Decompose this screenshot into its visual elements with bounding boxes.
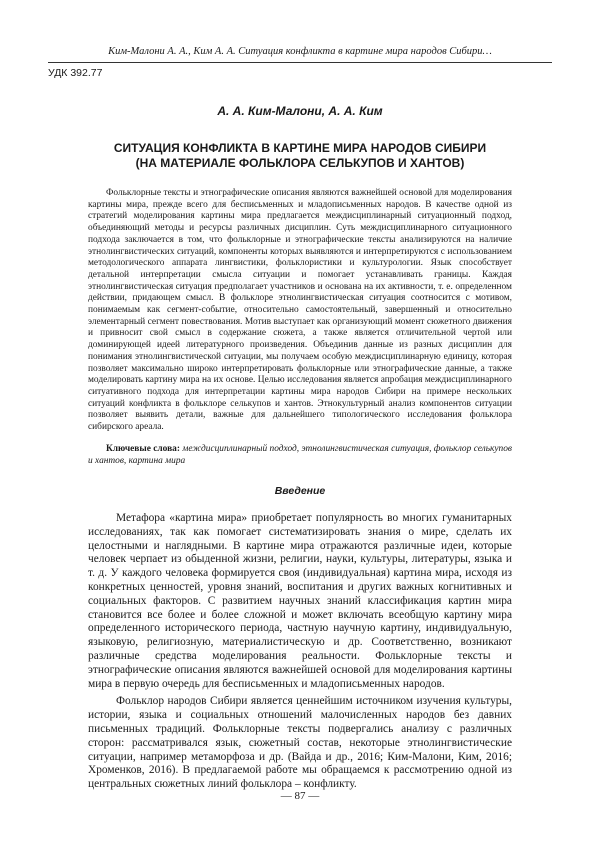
udk-code: УДК 392.77 bbox=[48, 67, 103, 79]
article-title bbox=[48, 141, 552, 171]
page-number: — 87 — bbox=[280, 790, 320, 802]
paragraph-1: Метафора «картина мира» приобретает популярность во многих гуманитарных исследованиях, так как помогает систематизировать знания о мире, сделать их целостными и наглядными. В картине мира отражаются различные идеи, которые человек черпает из обыденной жизни, религии, науки, культуры, литературы, языка и т. д. У каждого человека формируется своя (индивидуальная) картина мира, исходя из конкретных ценностей, уровня знаний, воспитания и других важных когнитивных и социальных факторов. С развитием научных знаний классификация картин мира становится все более и более сложной и может включать всеобщую картину мира определенного исторического периода, частную научную картину, индивидуальную, языковую, религиозную, материалистическую и др. Соответственно, возникают различные средства моделирования реальности. Фольклорные тексты и этнографические описания являются важнейшей основой для моделирования картины мира в первую очередь для бесписьменных и младописьменных народов. bbox=[88, 512, 512, 690]
title-line-1: СИТУАЦИЯ КОНФЛИКТА В КАРТИНЕ МИРА НАРОДОВ СИБИРИ bbox=[113, 141, 487, 155]
paragraph-2: Фольклор народов Сибири является ценнейшим источником изучения культуры, истории, языка и социальных отношений малочисленных народов без давних письменных традиций. Фольклорные тексты подвергались анализу с различных сторон: рассматривался язык, сюжетный состав, некоторые этнолингвистические ситуации, например метаморфоза и др. (Вайда и др., 2016; Ким-Малони, Ким, 2016; Хроменков, 2016). В предлагаемой работе мы обращаемся к рассмотрению одной из центральных сюжетных линий фольклора – конфликту. bbox=[88, 695, 512, 791]
article-authors: А. А. Ким-Малони, А. А. Ким bbox=[217, 104, 383, 118]
keywords bbox=[88, 444, 512, 467]
keywords-label: Ключевые слова: bbox=[106, 444, 180, 454]
running-head: Ким-Малони А. А., Ким А. А. Ситуация конфликта в картине мира народов Сибири… bbox=[48, 45, 552, 63]
body-text bbox=[88, 512, 512, 796]
keywords-text: междисциплинарный подход, этнолингвистическая ситуация, фольклор селькупов и хантов, картина мира bbox=[88, 444, 512, 466]
section-title-introduction: Введение bbox=[274, 485, 326, 497]
abstract: Фольклорные тексты и этнографические описания являются важнейшей основой для моделирования картины мира, прежде всего для бесписьменных и младописьменных народов. В качестве одной из стратегий моделирования картины мира предлагается междисциплинарный ситуационный подход, объединяющий методы и ресурсы различных дисциплин. Суть междисциплинарного ситуационного подхода заключается в том, что фольклорные и этнографические тексты анализируются на наличие этнолингвистических ситуаций, компоненты которых выявляются и интерпретируются с использованием методологического аппарата лингвистики, фольклористики и культурологии. Язык способствует детальной интерпретации смысла ситуации и помогает устанавливать границы. Каждая этнолингвистическая ситуация предполагает участников и основана на их активности, т. е. определенном действии, придающем смысл. В фольклоре этнолингвистическая ситуация соотносится с мотивом, понимаемым как сегмент-событие, относительно самостоятельный, завершенный и относительно элементарный сегмент повествования. Мотив выступает как организующий момент сюжетного движения и привносит свой смысл в содержание сюжета, а также является отличительной чертой или доминирующей идеей литературного произведения. Объединив данные из разных дисциплин для понимания этнолингвистической ситуации, мы получаем особую междисциплинарную единицу, которая позволяет максимально широко интерпретировать фольклорные или этнографические данные, а также моделировать картину мира на их основе. Целью исследования является апробация междисциплинарного ситуативного подхода для интерпретации картины мира народов Сибири на примере нескольких ситуаций конфликта в фольклоре селькупов и хантов. Этнокультурный анализ компонентов ситуации позволяет выявить детали, важные для дальнейшего типологического исследования фольклора сибирского ареала. bbox=[88, 188, 512, 433]
title-line-2: (НА МАТЕРИАЛЕ ФОЛЬКЛОРА СЕЛЬКУПОВ И ХАНТОВ) bbox=[135, 156, 465, 170]
